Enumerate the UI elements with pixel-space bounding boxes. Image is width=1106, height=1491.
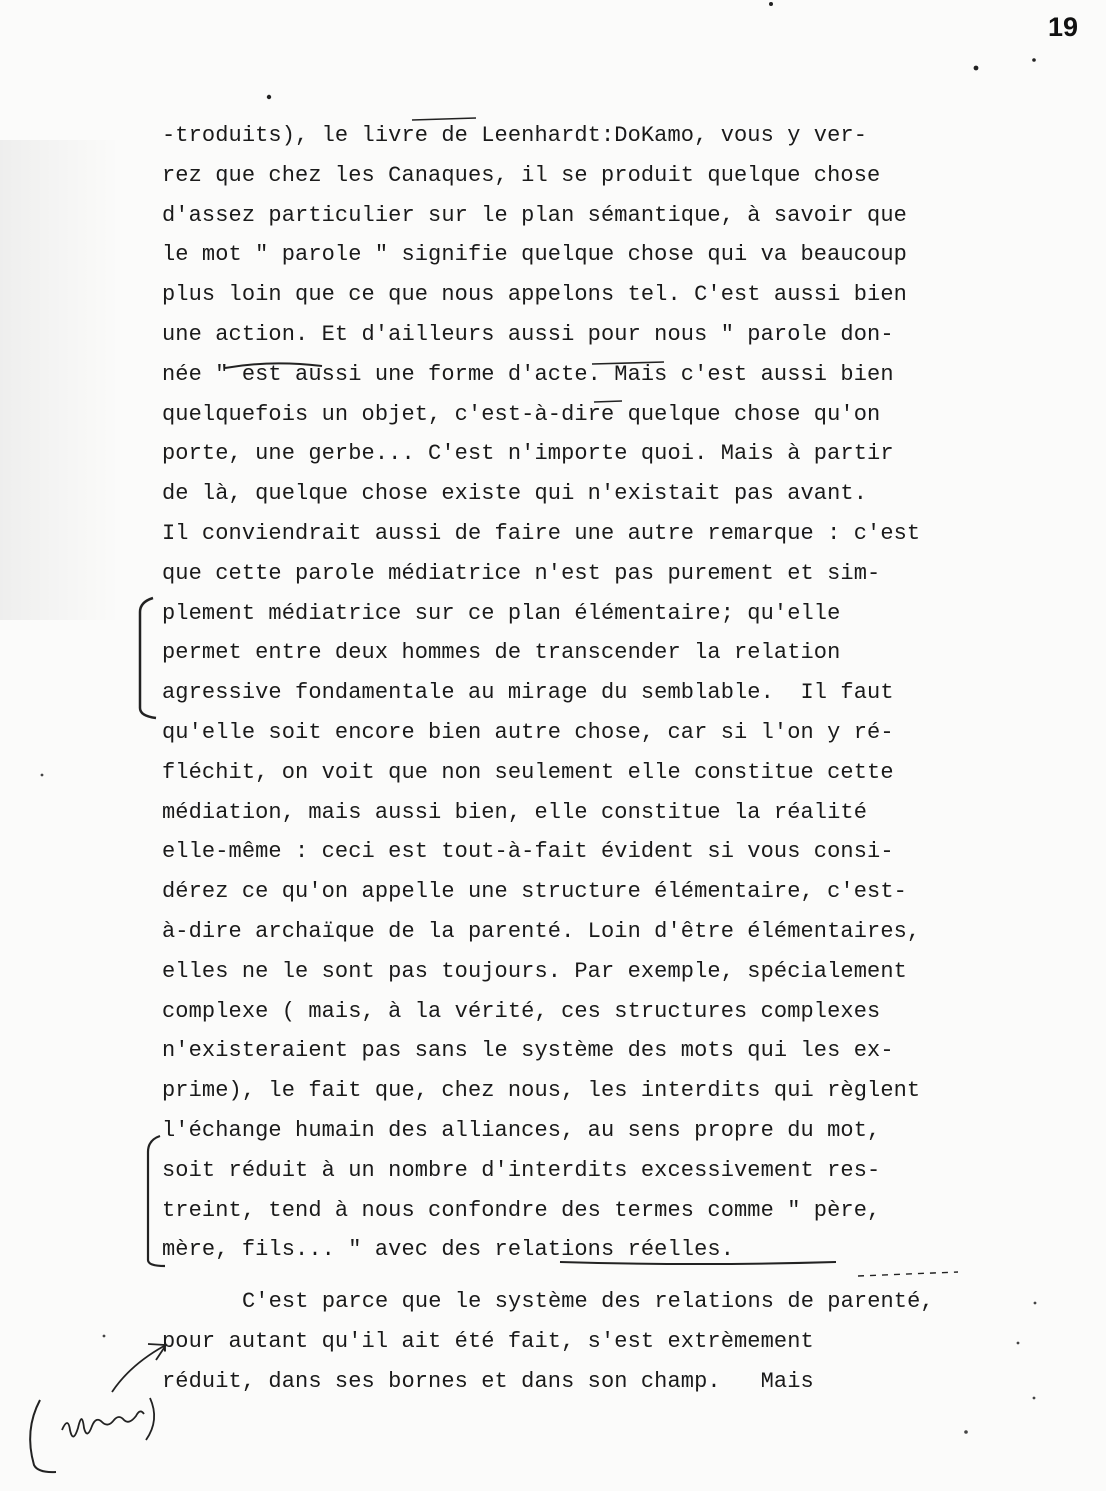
text-line: complexe ( mais, à la vérité, ces structures complexes — [162, 998, 881, 1024]
margin-bracket-1 — [140, 598, 156, 718]
text-line: -troduits), le livre de Leenhardt:DoKamo, vous y ver- — [162, 123, 868, 148]
text-line: médiation, mais aussi bien, elle constitue la réalité — [162, 799, 868, 825]
text-line: n'existeraient pas sans le système des mots qui les ex- — [162, 1038, 894, 1064]
text-line: de là, quelque chose existe qui n'existait pas avant. — [162, 481, 868, 507]
text-line: porte, une gerbe... C'est n'importe quoi. Mais à partir — [162, 441, 894, 467]
text-line: rez que chez les Canaques, il se produit quelque chose — [162, 162, 881, 188]
text-line: réduit, dans ses bornes et dans son champ. Mais — [162, 1368, 814, 1394]
text-line: à-dire archaïque de la parenté. Loin d'être élémentaires, — [162, 918, 921, 944]
text-line: l'échange humain des alliances, au sens propre du mot, — [162, 1117, 881, 1143]
typewritten-body — [162, 116, 1092, 1402]
text-line: qu'elle soit encore bien autre chose, car si l'on y ré- — [162, 719, 894, 745]
paragraph-1 — [162, 116, 1092, 1270]
text-line: elle-même : ceci est tout-à-fait évident si vous consi- — [162, 839, 894, 865]
text-line: plement médiatrice sur ce plan élémentaire; qu'elle — [162, 600, 841, 626]
text-line: Il conviendrait aussi de faire une autre remarque : c'est — [162, 520, 921, 546]
text-line: permet entre deux hommes de transcender la relation — [162, 640, 841, 666]
text-line: une action. Et d'ailleurs aussi pour nous " parole don- — [162, 321, 894, 347]
text-line: fléchit, on voit que non seulement elle constitue cette — [162, 759, 894, 785]
text-line: quelquefois un objet, c'est-à-dire quelque chose qu'on — [162, 401, 881, 427]
text-line: plus loin que ce que nous appelons tel. C'est aussi bien — [162, 282, 907, 308]
paragraph-2 — [162, 1282, 1092, 1401]
text-line: soit réduit à un nombre d'interdits excessivement res- — [162, 1157, 881, 1183]
page-number: 19 — [1048, 12, 1079, 42]
text-line: d'assez particulier sur le plan sémantique, à savoir que — [162, 202, 907, 228]
text-line: prime), le fait que, chez nous, les interdits qui règlent — [162, 1078, 921, 1104]
text-line: née " est aussi une forme d'acte. Mais c'est aussi bien — [162, 361, 894, 387]
margin-arrow — [112, 1346, 164, 1392]
text-line: treint, tend à nous confondre des termes comme " père, — [162, 1197, 881, 1223]
text-line: le mot " parole " signifie quelque chose qui va beaucoup — [162, 242, 907, 268]
text-line: que cette parole médiatrice n'est pas purement et sim- — [162, 560, 881, 586]
text-line: dérez ce qu'on appelle une structure élémentaire, c'est- — [162, 879, 907, 905]
text-line: agressive fondamentale au mirage du semblable. Il faut — [162, 680, 894, 706]
text-line: elles ne le sont pas toujours. Par exemple, spécialement — [162, 958, 907, 984]
bleed-through-shadow — [0, 140, 120, 620]
text-line: mère, fils... " avec des relations réelles. — [162, 1237, 734, 1263]
text-line: pour autant qu'il ait été fait, s'est extrèmement — [162, 1328, 814, 1354]
text-line: C'est parce que le système des relations de parenté, — [242, 1289, 934, 1315]
margin-note-scribble — [30, 1398, 154, 1472]
